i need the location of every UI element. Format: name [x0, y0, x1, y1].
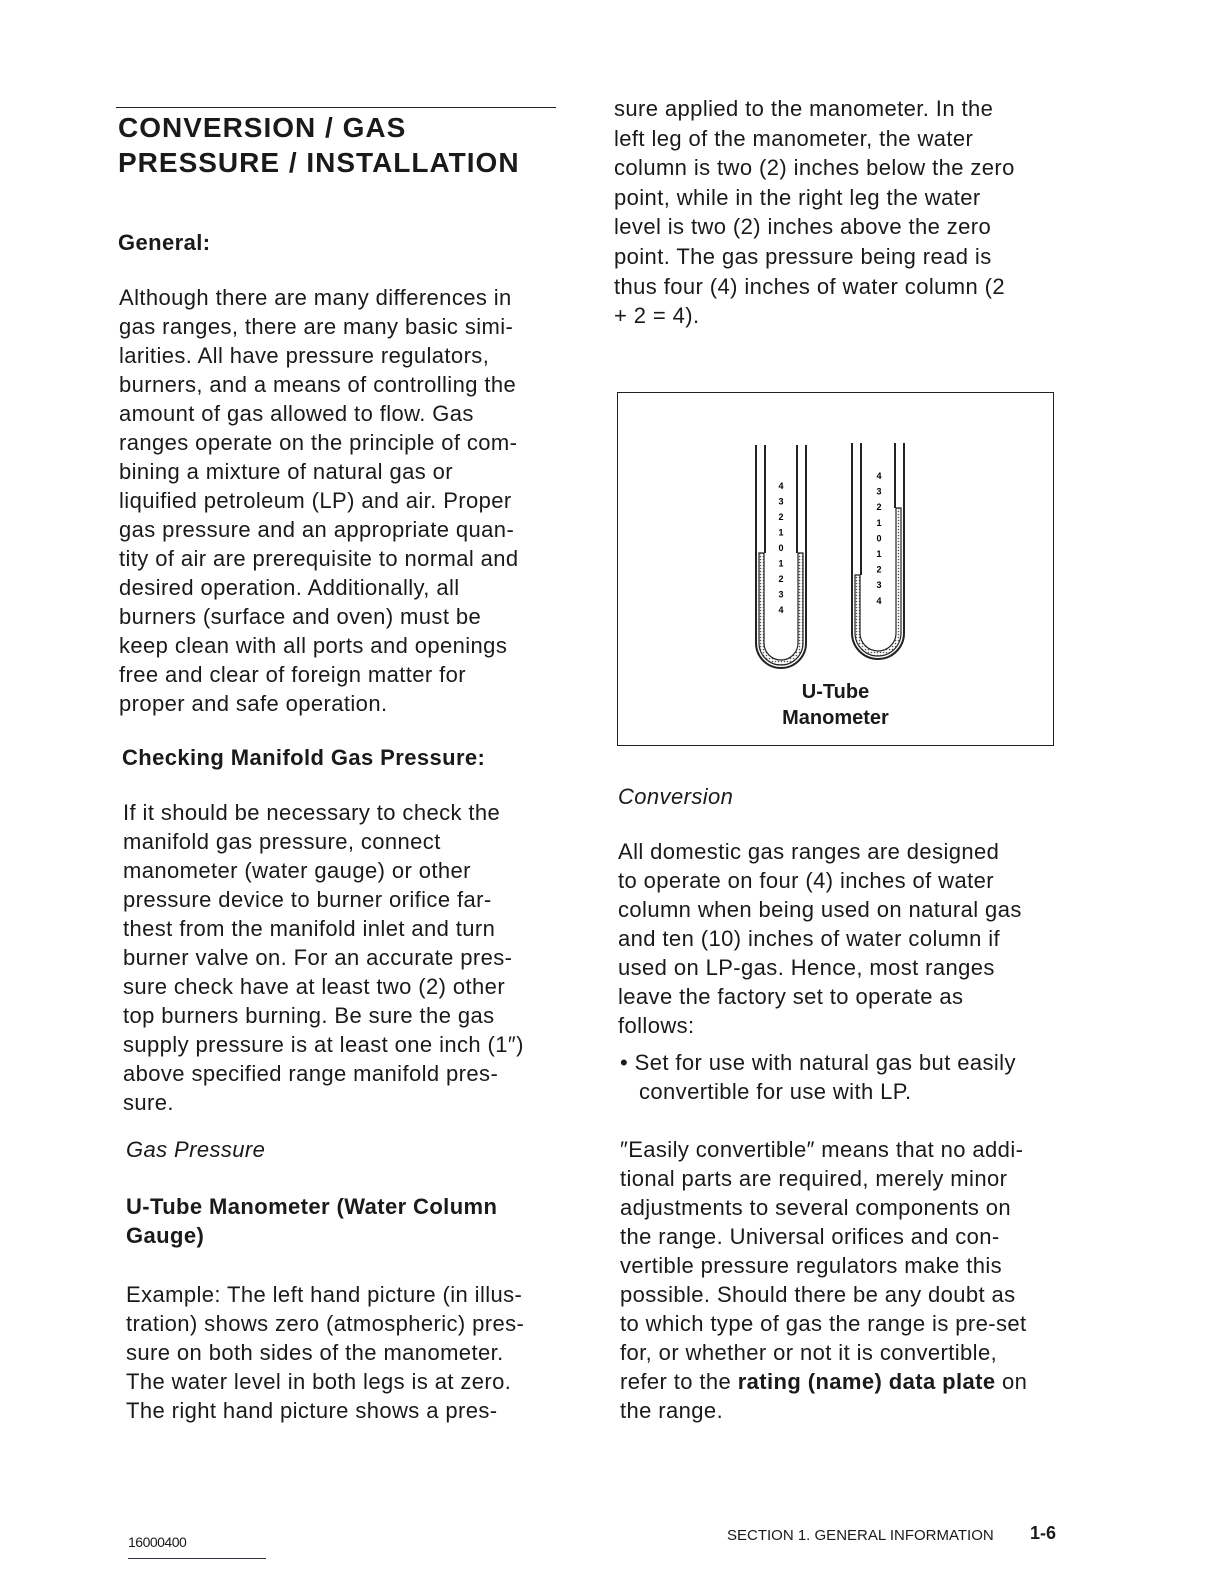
- text-line: proper and safe operation.: [119, 691, 388, 716]
- text-line: U-Tube Manometer (Water Column: [126, 1194, 498, 1219]
- scale-tick-label: 2: [876, 564, 882, 575]
- utube-manometer-figure: [617, 392, 1054, 746]
- left-manometer: [756, 445, 806, 668]
- scale-tick-label: 1: [778, 527, 784, 538]
- bullet-text: Set for use with natural gas but easily: [634, 1050, 1016, 1075]
- text-line: point, while in the right leg the water: [614, 184, 981, 210]
- title-line: PRESSURE / INSTALLATION: [118, 147, 520, 178]
- scale-tick-label: 4: [778, 481, 784, 491]
- text-line: sure applied to the manometer. In the: [614, 96, 994, 121]
- text-line: gas ranges, there are many basic simi-: [119, 314, 514, 339]
- scale-tick-label: 3: [778, 496, 784, 507]
- text-line: keep clean with all ports and openings: [119, 633, 508, 658]
- scale-tick-label: 4: [778, 605, 784, 615]
- caption-line: Manometer: [782, 707, 889, 729]
- text-line: larities. All have pressure regulators,: [119, 343, 490, 368]
- text-line: leave the factory set to operate as: [618, 984, 964, 1009]
- text-line: and ten (10) inches of water column if: [618, 926, 1001, 951]
- text-line: gas pressure and an appropriate quan-: [119, 517, 515, 542]
- bullet-marker: •: [620, 1050, 629, 1075]
- text-line: sure on both sides of the manometer.: [126, 1340, 504, 1365]
- text-line: All domestic gas ranges are designed: [618, 839, 1000, 864]
- text-line: to which type of gas the range is pre-set: [620, 1311, 1027, 1336]
- page-number: 1-6: [1030, 1523, 1057, 1543]
- caption-line: U-Tube: [801, 681, 870, 703]
- text-line: pressure device to burner orifice far-: [123, 887, 492, 912]
- text-line: supply pressure is at least one inch (1″): [123, 1032, 524, 1057]
- text-line: left leg of the manometer, the water: [614, 125, 974, 151]
- text-line: The right hand picture shows a pres-: [126, 1398, 498, 1423]
- title-line: CONVERSION / GAS: [118, 112, 407, 143]
- text-line: tional parts are required, merely minor: [620, 1166, 1008, 1191]
- text-line: the range.: [620, 1398, 724, 1423]
- checking-heading: Checking Manifold Gas Pressure:: [122, 745, 486, 770]
- text-line: [620, 1367, 1027, 1396]
- text-line: burners, and a means of controlling the: [119, 372, 517, 397]
- text-line: The water level in both legs is at zero.: [126, 1369, 512, 1394]
- text-line: desired operation. Additionally, all: [119, 575, 460, 600]
- text-line: thus four (4) inches of water column (2: [614, 273, 1005, 299]
- text-line: Gauge): [126, 1223, 205, 1248]
- text-line: sure.: [123, 1090, 174, 1115]
- text-line: sure check have at least two (2) other: [123, 974, 506, 999]
- general-paragraph: [119, 283, 519, 718]
- text-line: for, or whether or not it is convertible,: [620, 1340, 998, 1365]
- text-line: Example: The left hand picture (in illus-: [126, 1282, 523, 1307]
- scale-tick-label: 1: [876, 517, 882, 528]
- text-line: bining a mixture of natural gas or: [119, 459, 453, 484]
- text-line: ranges operate on the principle of com-: [119, 430, 518, 455]
- text-line: ″Easily convertible″ means that no addi-: [620, 1137, 1024, 1162]
- rating-plate-term: rating (name) data plate: [737, 1369, 996, 1394]
- scale-tick-label: 3: [876, 580, 882, 591]
- scale-tick-label: 1: [778, 558, 784, 569]
- scale-tick-label: 2: [778, 574, 784, 584]
- easily-convertible-paragraph: [620, 1135, 1027, 1425]
- document-code: 16000400: [128, 1534, 187, 1550]
- text-line: + 2 = 4).: [614, 303, 700, 329]
- title-rule: [116, 107, 556, 108]
- text-line: above specified range manifold pres-: [123, 1061, 499, 1086]
- text-line: If it should be necessary to check the: [123, 800, 501, 825]
- text-line: liquified petroleum (LP) and air. Proper: [119, 488, 512, 513]
- text-line: used on LP-gas. Hence, most ranges: [618, 955, 995, 980]
- conversion-heading: Conversion: [618, 784, 734, 809]
- scale-tick-label: 0: [778, 543, 784, 553]
- scale-tick-label: 2: [778, 512, 784, 522]
- bullet-text: convertible for use with LP.: [639, 1079, 912, 1104]
- text-line: tration) shows zero (atmospheric) pres-: [126, 1311, 525, 1336]
- text-segment: on: [995, 1369, 1028, 1394]
- bullet-item: [620, 1048, 1016, 1106]
- text-line: column when being used on natural gas: [618, 897, 1022, 922]
- text-line: manometer (water gauge) or other: [123, 858, 471, 883]
- text-line: vertible pressure regulators make this: [620, 1253, 1003, 1278]
- footer-rule: [128, 1558, 266, 1559]
- page-title: [118, 110, 520, 180]
- right-scale: [876, 471, 881, 606]
- scale-tick-label: 3: [876, 486, 882, 497]
- text-line: level is two (2) inches above the zero: [614, 214, 992, 240]
- text-line: possible. Should there be any doubt as: [620, 1282, 1016, 1307]
- gas-pressure-heading: Gas Pressure: [126, 1137, 266, 1162]
- scale-tick-label: 1: [876, 549, 882, 559]
- figure-caption: [618, 679, 1053, 731]
- text-line: manifold gas pressure, connect: [123, 829, 441, 854]
- checking-paragraph: [123, 798, 524, 1117]
- scale-tick-label: 3: [778, 589, 784, 600]
- text-segment: refer to the: [620, 1369, 738, 1394]
- text-line: tity of air are prerequisite to normal and: [119, 546, 519, 571]
- text-line: point. The gas pressure being read is: [614, 243, 992, 269]
- text-line: follows:: [618, 1013, 695, 1038]
- text-line: Although there are many differences in: [119, 285, 512, 310]
- example-paragraph: [126, 1280, 524, 1425]
- section-label: SECTION 1. GENERAL INFORMATION: [727, 1527, 994, 1544]
- text-line: the range. Universal orifices and con-: [620, 1224, 1000, 1249]
- text-line: thest from the manifold inlet and turn: [123, 916, 496, 941]
- text-line: top burners burning. Be sure the gas: [123, 1003, 495, 1028]
- general-heading: General:: [118, 230, 211, 255]
- left-scale: [778, 481, 783, 615]
- scale-tick-label: 4: [876, 471, 882, 481]
- scale-tick-label: 4: [876, 595, 882, 606]
- pressure-paragraph: [614, 94, 1015, 331]
- text-line: burner valve on. For an accurate pres-: [123, 945, 513, 970]
- text-line: amount of gas allowed to flow. Gas: [119, 401, 474, 426]
- paragraph-lines: [620, 1135, 1027, 1367]
- utube-heading: [126, 1192, 497, 1250]
- text-line: to operate on four (4) inches of water: [618, 868, 994, 893]
- scale-tick-label: 0: [876, 533, 882, 544]
- text-line: adjustments to several components on: [620, 1195, 1012, 1220]
- scale-tick-label: 2: [876, 502, 882, 513]
- text-line: free and clear of foreign matter for: [119, 662, 467, 687]
- conversion-paragraph: [618, 837, 1022, 1040]
- text-line: column is two (2) inches below the zero: [614, 155, 1015, 181]
- text-line: burners (surface and oven) must be: [119, 604, 482, 629]
